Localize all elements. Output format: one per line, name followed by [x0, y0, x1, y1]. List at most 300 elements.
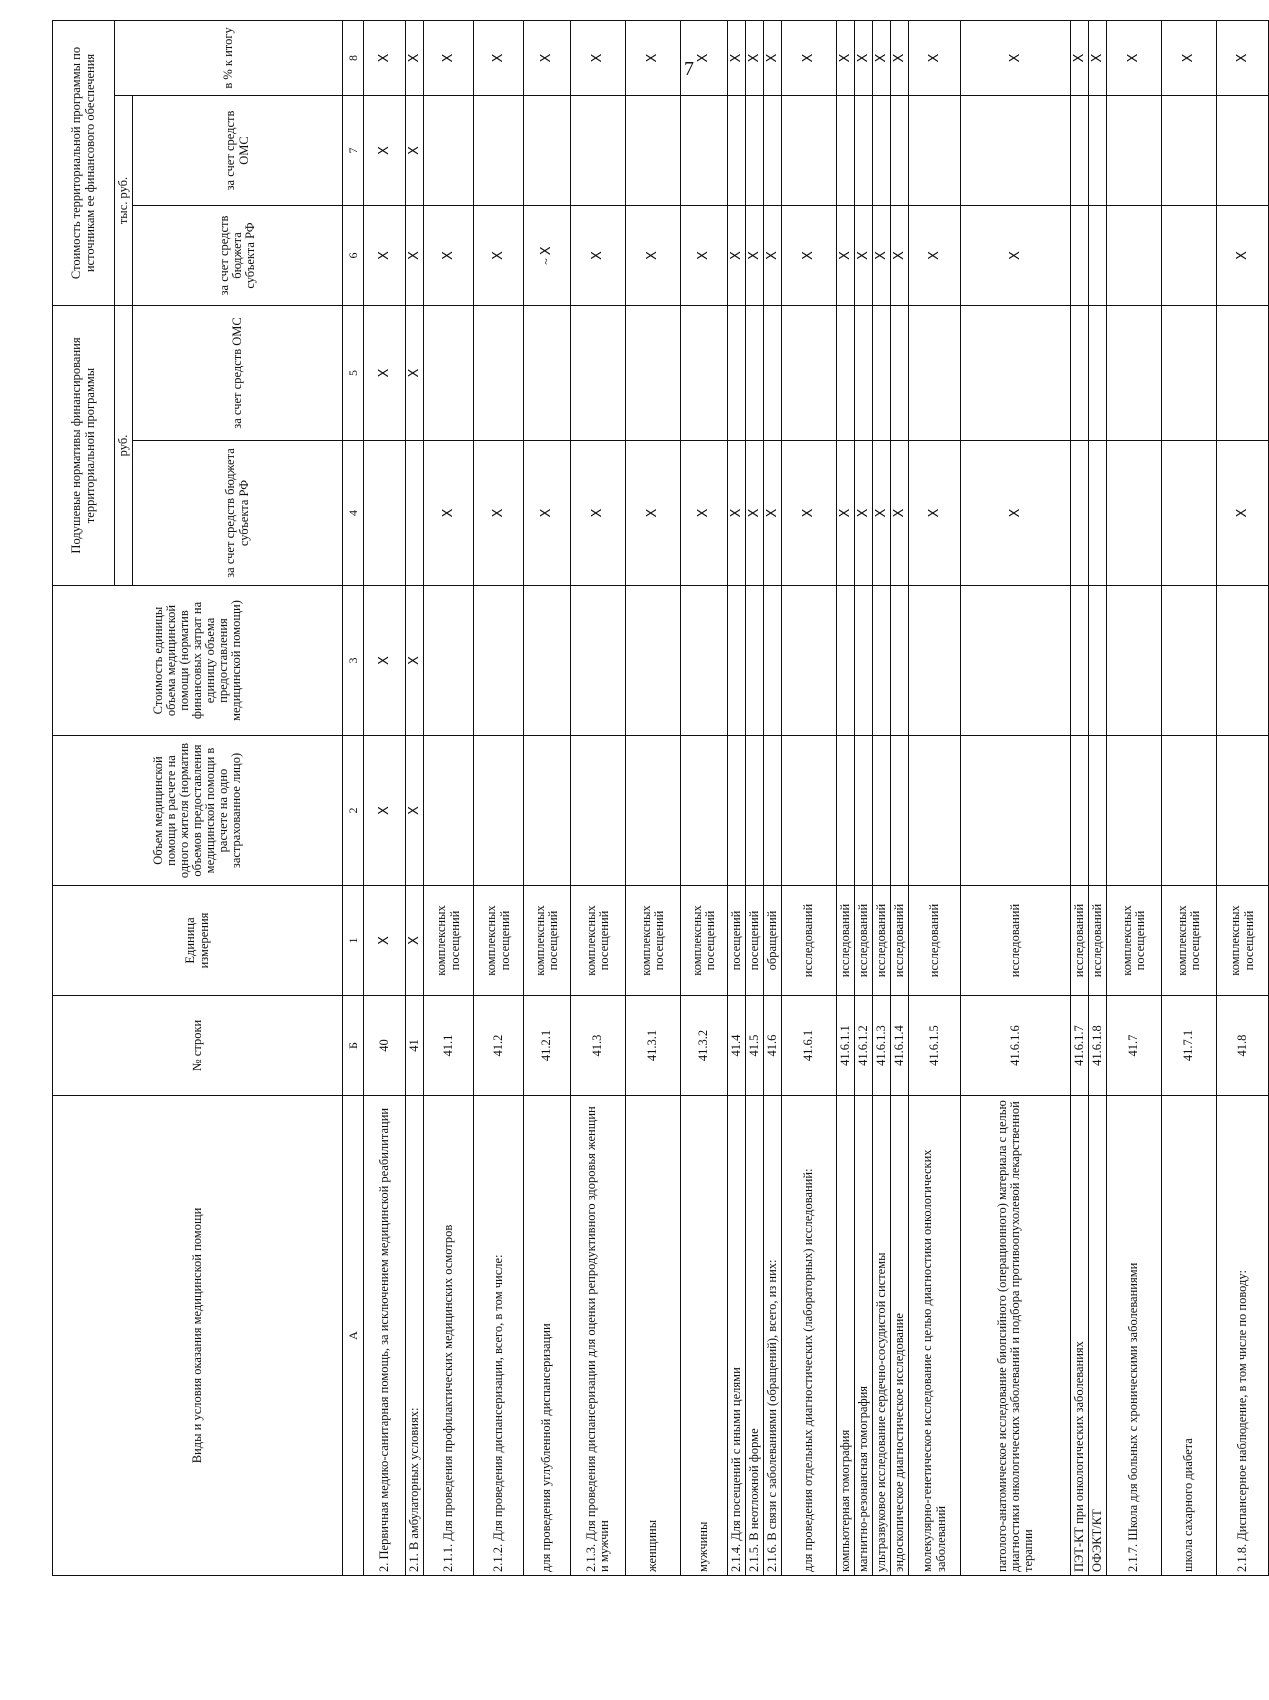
empty-cell [1162, 305, 1217, 440]
tilde-mark: ~ [539, 258, 554, 265]
empty-cell [855, 586, 873, 736]
empty-cell [782, 586, 837, 736]
row-unit: исследований [961, 886, 1071, 996]
row-unit: исследований [855, 886, 873, 996]
cross-symbol: X [376, 368, 392, 378]
cross-mark [571, 205, 626, 305]
empty-cell [1107, 736, 1162, 886]
row-name: 2.1.3. Для проведения диспансеризации для оценки репродуктивного здоровья женщин и мужчин [571, 1096, 626, 1576]
empty-cell [524, 736, 571, 886]
row-line-number: 41.6.1.2 [855, 996, 873, 1096]
empty-cell [681, 95, 728, 205]
row-name: 2.1.1. Для проведения профилактических медицинских осмотров [424, 1096, 474, 1576]
cross-mark [746, 205, 764, 305]
cross-mark [873, 20, 891, 95]
cross-symbol: X [1007, 53, 1023, 63]
header-unit-thousand-rub: тыс. руб. [115, 95, 133, 305]
header-unit-rub: руб. [115, 305, 133, 585]
empty-cell [746, 305, 764, 440]
cross-symbol: X [1089, 53, 1105, 63]
cross-mark [474, 441, 524, 586]
rotated-table-wrapper [52, 21, 1256, 1576]
row-unit: исследований [782, 886, 837, 996]
row-unit: исследований [1089, 886, 1107, 996]
row-name: ПЭТ-КТ при онкологических заболеваниях [1071, 1096, 1089, 1576]
row-name: школа сахарного диабета [1162, 1096, 1217, 1576]
cross-symbol: X [1126, 53, 1142, 63]
table-row [424, 20, 474, 1575]
empty-cell [474, 586, 524, 736]
row-line-number: 41.2 [474, 996, 524, 1096]
table-row [571, 20, 626, 1575]
empty-cell [1162, 586, 1217, 736]
empty-cell [728, 305, 746, 440]
row-unit: комплексных посещений [1162, 886, 1217, 996]
empty-cell [681, 586, 728, 736]
empty-cell [1089, 95, 1107, 205]
cross-mark [681, 20, 728, 95]
cross-mark [571, 441, 626, 586]
cross-symbol: X [1234, 508, 1250, 518]
table-row [681, 20, 728, 1575]
row-unit: исследований [909, 886, 961, 996]
row-unit: комплексных посещений [626, 886, 681, 996]
cross-symbol: X [440, 508, 456, 518]
cross-mark [364, 20, 406, 95]
cross-symbol: X [855, 53, 871, 63]
row-line-number: 41.6 [764, 996, 782, 1096]
column-number: 5 [343, 305, 364, 440]
row-unit: посещений [746, 886, 764, 996]
cross-symbol: X [801, 53, 817, 63]
cross-symbol: X [1007, 508, 1023, 518]
table-row [837, 20, 855, 1575]
cross-symbol: X [764, 508, 780, 518]
column-number: 1 [343, 886, 364, 996]
row-unit: комплексных посещений [571, 886, 626, 996]
row-name: компьютерная томография [837, 1096, 855, 1576]
row-unit: комплексных посещений [424, 886, 474, 996]
cross-mark [873, 205, 891, 305]
empty-cell [1107, 205, 1162, 305]
empty-cell [474, 736, 524, 886]
table-row [873, 20, 891, 1575]
cross-mark [837, 20, 855, 95]
header-line-number: № строки [53, 996, 343, 1096]
column-number: А [343, 1096, 364, 1576]
cross-mark [728, 441, 746, 586]
cross-symbol: X [440, 251, 456, 260]
cross-mark [406, 20, 424, 95]
empty-cell [571, 736, 626, 886]
header-normative-oms: за счет средств ОМС [133, 305, 343, 440]
column-number-row [343, 20, 364, 1575]
cross-mark [524, 20, 571, 95]
empty-cell [1162, 205, 1217, 305]
row-name: 2.1.5. В неотложной форме [746, 1096, 764, 1576]
cross-symbol: X [746, 508, 762, 518]
row-line-number: 41.6.1.6 [961, 996, 1071, 1096]
empty-cell [1089, 205, 1107, 305]
table-row [728, 20, 746, 1575]
table-row [1217, 20, 1269, 1575]
empty-cell [909, 305, 961, 440]
empty-cell [909, 736, 961, 886]
financing-table [52, 20, 1269, 1576]
row-line-number: 41.5 [746, 996, 764, 1096]
empty-cell [524, 586, 571, 736]
cross-mark [746, 441, 764, 586]
empty-cell [406, 441, 424, 586]
cross-symbol: X [406, 368, 422, 378]
cross-symbol: X [406, 656, 422, 665]
table-row [406, 20, 424, 1575]
empty-cell [837, 95, 855, 205]
cross-mark [1162, 20, 1217, 95]
empty-cell [764, 586, 782, 736]
row-unit: исследований [1071, 886, 1089, 996]
cross-symbol: X [837, 508, 853, 518]
row-name: мужчины [681, 1096, 728, 1576]
cross-symbol: X [539, 53, 555, 63]
cross-symbol: X [406, 53, 422, 63]
row-unit: посещений [728, 886, 746, 996]
table-row [626, 20, 681, 1575]
cross-symbol: X [873, 508, 889, 518]
cross-symbol: X [696, 53, 712, 63]
cross-mark [837, 205, 855, 305]
row-unit: комплексных посещений [1107, 886, 1162, 996]
empty-cell [855, 95, 873, 205]
row-unit: исследований [891, 886, 909, 996]
row-name: 2. Первичная медико-санитарная помощь, за исключением медицинской реабилитации [364, 1096, 406, 1576]
cross-mark [855, 205, 873, 305]
empty-cell [909, 95, 961, 205]
cross-mark [406, 586, 424, 736]
cross-symbol: X [764, 251, 780, 260]
empty-cell [961, 95, 1071, 205]
cross-symbol: X [728, 508, 744, 518]
row-unit: комплексных посещений [474, 886, 524, 996]
header-normative-budget: за счет средств бюджета субъекта РФ [133, 441, 343, 586]
table-row [764, 20, 782, 1575]
empty-cell [873, 305, 891, 440]
row-name: ультразвуковое исследование сердечно-сосудистой системы [873, 1096, 891, 1576]
empty-cell [746, 95, 764, 205]
cross-mark [961, 205, 1071, 305]
empty-cell [728, 736, 746, 886]
empty-cell [728, 586, 746, 736]
empty-cell [626, 305, 681, 440]
cross-mark [782, 205, 837, 305]
cross-mark [406, 205, 424, 305]
header-per-capita-normatives: Подушевые нормативы финансирования территориальной программы [53, 305, 115, 585]
empty-cell [1162, 736, 1217, 886]
cross-mark [891, 20, 909, 95]
row-unit: X [406, 886, 424, 996]
row-line-number: 41.3.2 [681, 996, 728, 1096]
cross-mark [364, 205, 406, 305]
cross-symbol: X [837, 53, 853, 63]
table-row [746, 20, 764, 1575]
table-row [1107, 20, 1162, 1575]
row-line-number: 41.6.1.4 [891, 996, 909, 1096]
cross-symbol: X [746, 251, 762, 260]
row-line-number: 41.4 [728, 996, 746, 1096]
cross-mark [728, 20, 746, 95]
column-number: Б [343, 996, 364, 1096]
cross-symbol: X [645, 508, 661, 518]
empty-cell [571, 95, 626, 205]
cross-symbol: X [490, 251, 506, 260]
empty-cell [571, 305, 626, 440]
cross-mark [406, 95, 424, 205]
cross-symbol: X [728, 53, 744, 63]
cross-mark [406, 736, 424, 886]
cross-symbol: X [891, 53, 907, 63]
cross-mark [364, 305, 406, 440]
empty-cell [1071, 586, 1089, 736]
table-body [343, 20, 1269, 1575]
empty-cell [873, 586, 891, 736]
empty-cell [782, 305, 837, 440]
row-name: 2.1. В амбулаторных условиях: [406, 1096, 424, 1576]
empty-cell [1162, 95, 1217, 205]
cross-symbol: X [1071, 53, 1087, 63]
empty-cell [961, 305, 1071, 440]
empty-cell [1107, 586, 1162, 736]
row-unit: комплексных посещений [1217, 886, 1269, 996]
table-row [1071, 20, 1089, 1575]
empty-cell [524, 95, 571, 205]
cross-mark [891, 441, 909, 586]
cross-symbol: X [645, 251, 661, 260]
cross-mark [1217, 20, 1269, 95]
empty-cell [474, 305, 524, 440]
cross-symbol: X [376, 146, 392, 155]
table-row [524, 20, 571, 1575]
empty-cell [961, 736, 1071, 886]
cross-symbol: X [801, 251, 817, 260]
cross-symbol: X [926, 508, 942, 518]
table-row [855, 20, 873, 1575]
table-row [1089, 20, 1107, 1575]
cross-symbol: X [406, 806, 422, 815]
row-name: женщины [626, 1096, 681, 1576]
row-name: 2.1.6. В связи с заболеваниями (обращений), всего, из них: [764, 1096, 782, 1576]
empty-cell [728, 95, 746, 205]
empty-cell [626, 586, 681, 736]
empty-cell [909, 586, 961, 736]
cross-symbol: X [490, 53, 506, 63]
empty-cell [1107, 441, 1162, 586]
empty-cell [837, 305, 855, 440]
cross-mark [1217, 205, 1269, 305]
row-name: патолого-анатомическое исследование биопсийного (операционного) материала с целью диагностики онкологических заболеваний и подбора противоопухолевой лекарственной терапии [961, 1096, 1071, 1576]
empty-cell [571, 586, 626, 736]
empty-cell [424, 305, 474, 440]
cross-mark [524, 205, 571, 305]
cross-mark [424, 205, 474, 305]
empty-cell [891, 586, 909, 736]
empty-cell [1107, 305, 1162, 440]
cross-mark [855, 20, 873, 95]
cross-symbol: X [1181, 53, 1197, 63]
empty-cell [424, 736, 474, 886]
cross-symbol: X [696, 508, 712, 518]
header-volume-per-capita: Объем медицинской помощи в расчете на одного жителя (норматив объемов предоставления медицинской помощи в расчете на одно застрахованное лицо) [53, 736, 343, 886]
cross-mark [681, 441, 728, 586]
row-line-number: 41.6.1.3 [873, 996, 891, 1096]
header-program-cost: Стоимость территориальной программы по источникам ее финансового обеспечения [53, 20, 115, 305]
empty-cell [1107, 95, 1162, 205]
row-line-number: 41.7.1 [1162, 996, 1217, 1096]
table-row [474, 20, 524, 1575]
row-line-number: 41.6.1.5 [909, 996, 961, 1096]
empty-cell [746, 736, 764, 886]
cross-symbol: X [926, 53, 942, 63]
cross-mark [406, 305, 424, 440]
empty-cell [1217, 305, 1269, 440]
table-row [909, 20, 961, 1575]
table-row [961, 20, 1071, 1575]
row-name: 2.1.4. Для посещений с иными целями [728, 1096, 746, 1576]
cross-mark [909, 205, 961, 305]
row-unit: исследований [837, 886, 855, 996]
cross-mark [782, 20, 837, 95]
row-name: 2.1.8. Диспансерное наблюдение, в том числе по поводу: [1217, 1096, 1269, 1576]
row-name: для проведения отдельных диагностических (лабораторных) исследований: [782, 1096, 837, 1576]
cross-symbol: X [645, 53, 661, 63]
table-row [1162, 20, 1217, 1575]
column-number: 6 [343, 205, 364, 305]
cross-mark [474, 205, 524, 305]
cross-mark [364, 95, 406, 205]
cross-mark [1071, 20, 1089, 95]
header-cost-oms: за счет средств ОМС [133, 95, 343, 205]
row-line-number: 41.3.1 [626, 996, 681, 1096]
cross-symbol: X [539, 508, 555, 518]
empty-cell [626, 736, 681, 886]
cross-symbol: X [746, 53, 762, 63]
cross-mark [681, 205, 728, 305]
header-unit: Единица измерения [53, 886, 343, 996]
cross-symbol: X [376, 806, 392, 815]
cross-mark [474, 20, 524, 95]
row-name: эндоскопическое диагностическое исследование [891, 1096, 909, 1576]
row-name: молекулярно-генетическое исследование с целью диагностики онкологических заболеваний [909, 1096, 961, 1576]
column-number: 8 [343, 20, 364, 95]
cross-mark [855, 441, 873, 586]
empty-cell [474, 95, 524, 205]
cross-symbol: X [1007, 251, 1023, 260]
empty-cell [873, 95, 891, 205]
cross-mark [728, 205, 746, 305]
cross-symbol: X [490, 508, 506, 518]
cross-mark [626, 205, 681, 305]
empty-cell [764, 305, 782, 440]
row-name: 2.1.7. Школа для больных с хроническими заболеваниями [1107, 1096, 1162, 1576]
cross-mark [891, 205, 909, 305]
empty-cell [1089, 441, 1107, 586]
cross-symbol: X [1234, 53, 1250, 63]
empty-cell [424, 586, 474, 736]
cross-symbol: X [376, 656, 392, 665]
cross-symbol: X [891, 508, 907, 518]
empty-cell [1071, 736, 1089, 886]
cross-mark [909, 20, 961, 95]
empty-cell [891, 736, 909, 886]
empty-cell [837, 586, 855, 736]
row-line-number: 41.8 [1217, 996, 1269, 1096]
row-line-number: 41.6.1 [782, 996, 837, 1096]
cross-mark [909, 441, 961, 586]
cross-symbol: X [873, 251, 889, 260]
row-line-number: 41.1 [424, 996, 474, 1096]
row-line-number: 41.2.1 [524, 996, 571, 1096]
empty-cell [1071, 441, 1089, 586]
cross-mark [837, 441, 855, 586]
cross-mark [571, 20, 626, 95]
empty-cell [873, 736, 891, 886]
cross-symbol: X [855, 508, 871, 518]
row-line-number: 41.3 [571, 996, 626, 1096]
table-row [891, 20, 909, 1575]
cross-mark [1107, 20, 1162, 95]
empty-cell [626, 95, 681, 205]
cross-mark [364, 736, 406, 886]
empty-cell [891, 305, 909, 440]
empty-cell [1217, 586, 1269, 736]
column-number: 3 [343, 586, 364, 736]
empty-cell [855, 736, 873, 886]
cross-mark [626, 20, 681, 95]
row-unit: комплексных посещений [681, 886, 728, 996]
empty-cell [764, 95, 782, 205]
cross-mark [961, 441, 1071, 586]
header-cost-budget: за счет средств бюджета субъекта РФ [133, 205, 343, 305]
column-number: 7 [343, 95, 364, 205]
empty-cell [782, 95, 837, 205]
empty-cell [1071, 305, 1089, 440]
cross-mark [626, 441, 681, 586]
empty-cell [746, 586, 764, 736]
cross-symbol: X [801, 508, 817, 518]
row-line-number: 41.6.1.7 [1071, 996, 1089, 1096]
empty-cell [837, 736, 855, 886]
row-line-number: 41.6.1.1 [837, 996, 855, 1096]
header-percent-of-total: в % к итогу [115, 20, 343, 95]
row-line-number: 41.7 [1107, 996, 1162, 1096]
empty-cell [782, 736, 837, 886]
empty-cell [1089, 305, 1107, 440]
cross-mark [961, 20, 1071, 95]
header-type-of-care: Виды и условия оказания медицинской помощи [53, 1096, 343, 1576]
page-number: 7 [684, 58, 694, 80]
row-name: магнитно-резонансная томография [855, 1096, 873, 1576]
cross-mark [873, 441, 891, 586]
row-unit: обращений [764, 886, 782, 996]
table-row [782, 20, 837, 1575]
row-unit: X [364, 886, 406, 996]
cross-symbol: X [406, 146, 422, 155]
cross-symbol: X [1234, 251, 1250, 260]
row-name: для проведения углубленной диспансеризации [524, 1096, 571, 1576]
cross-symbol: X [440, 53, 456, 63]
cross-symbol: X [764, 53, 780, 63]
empty-cell [1162, 441, 1217, 586]
cross-symbol: X [406, 251, 422, 260]
